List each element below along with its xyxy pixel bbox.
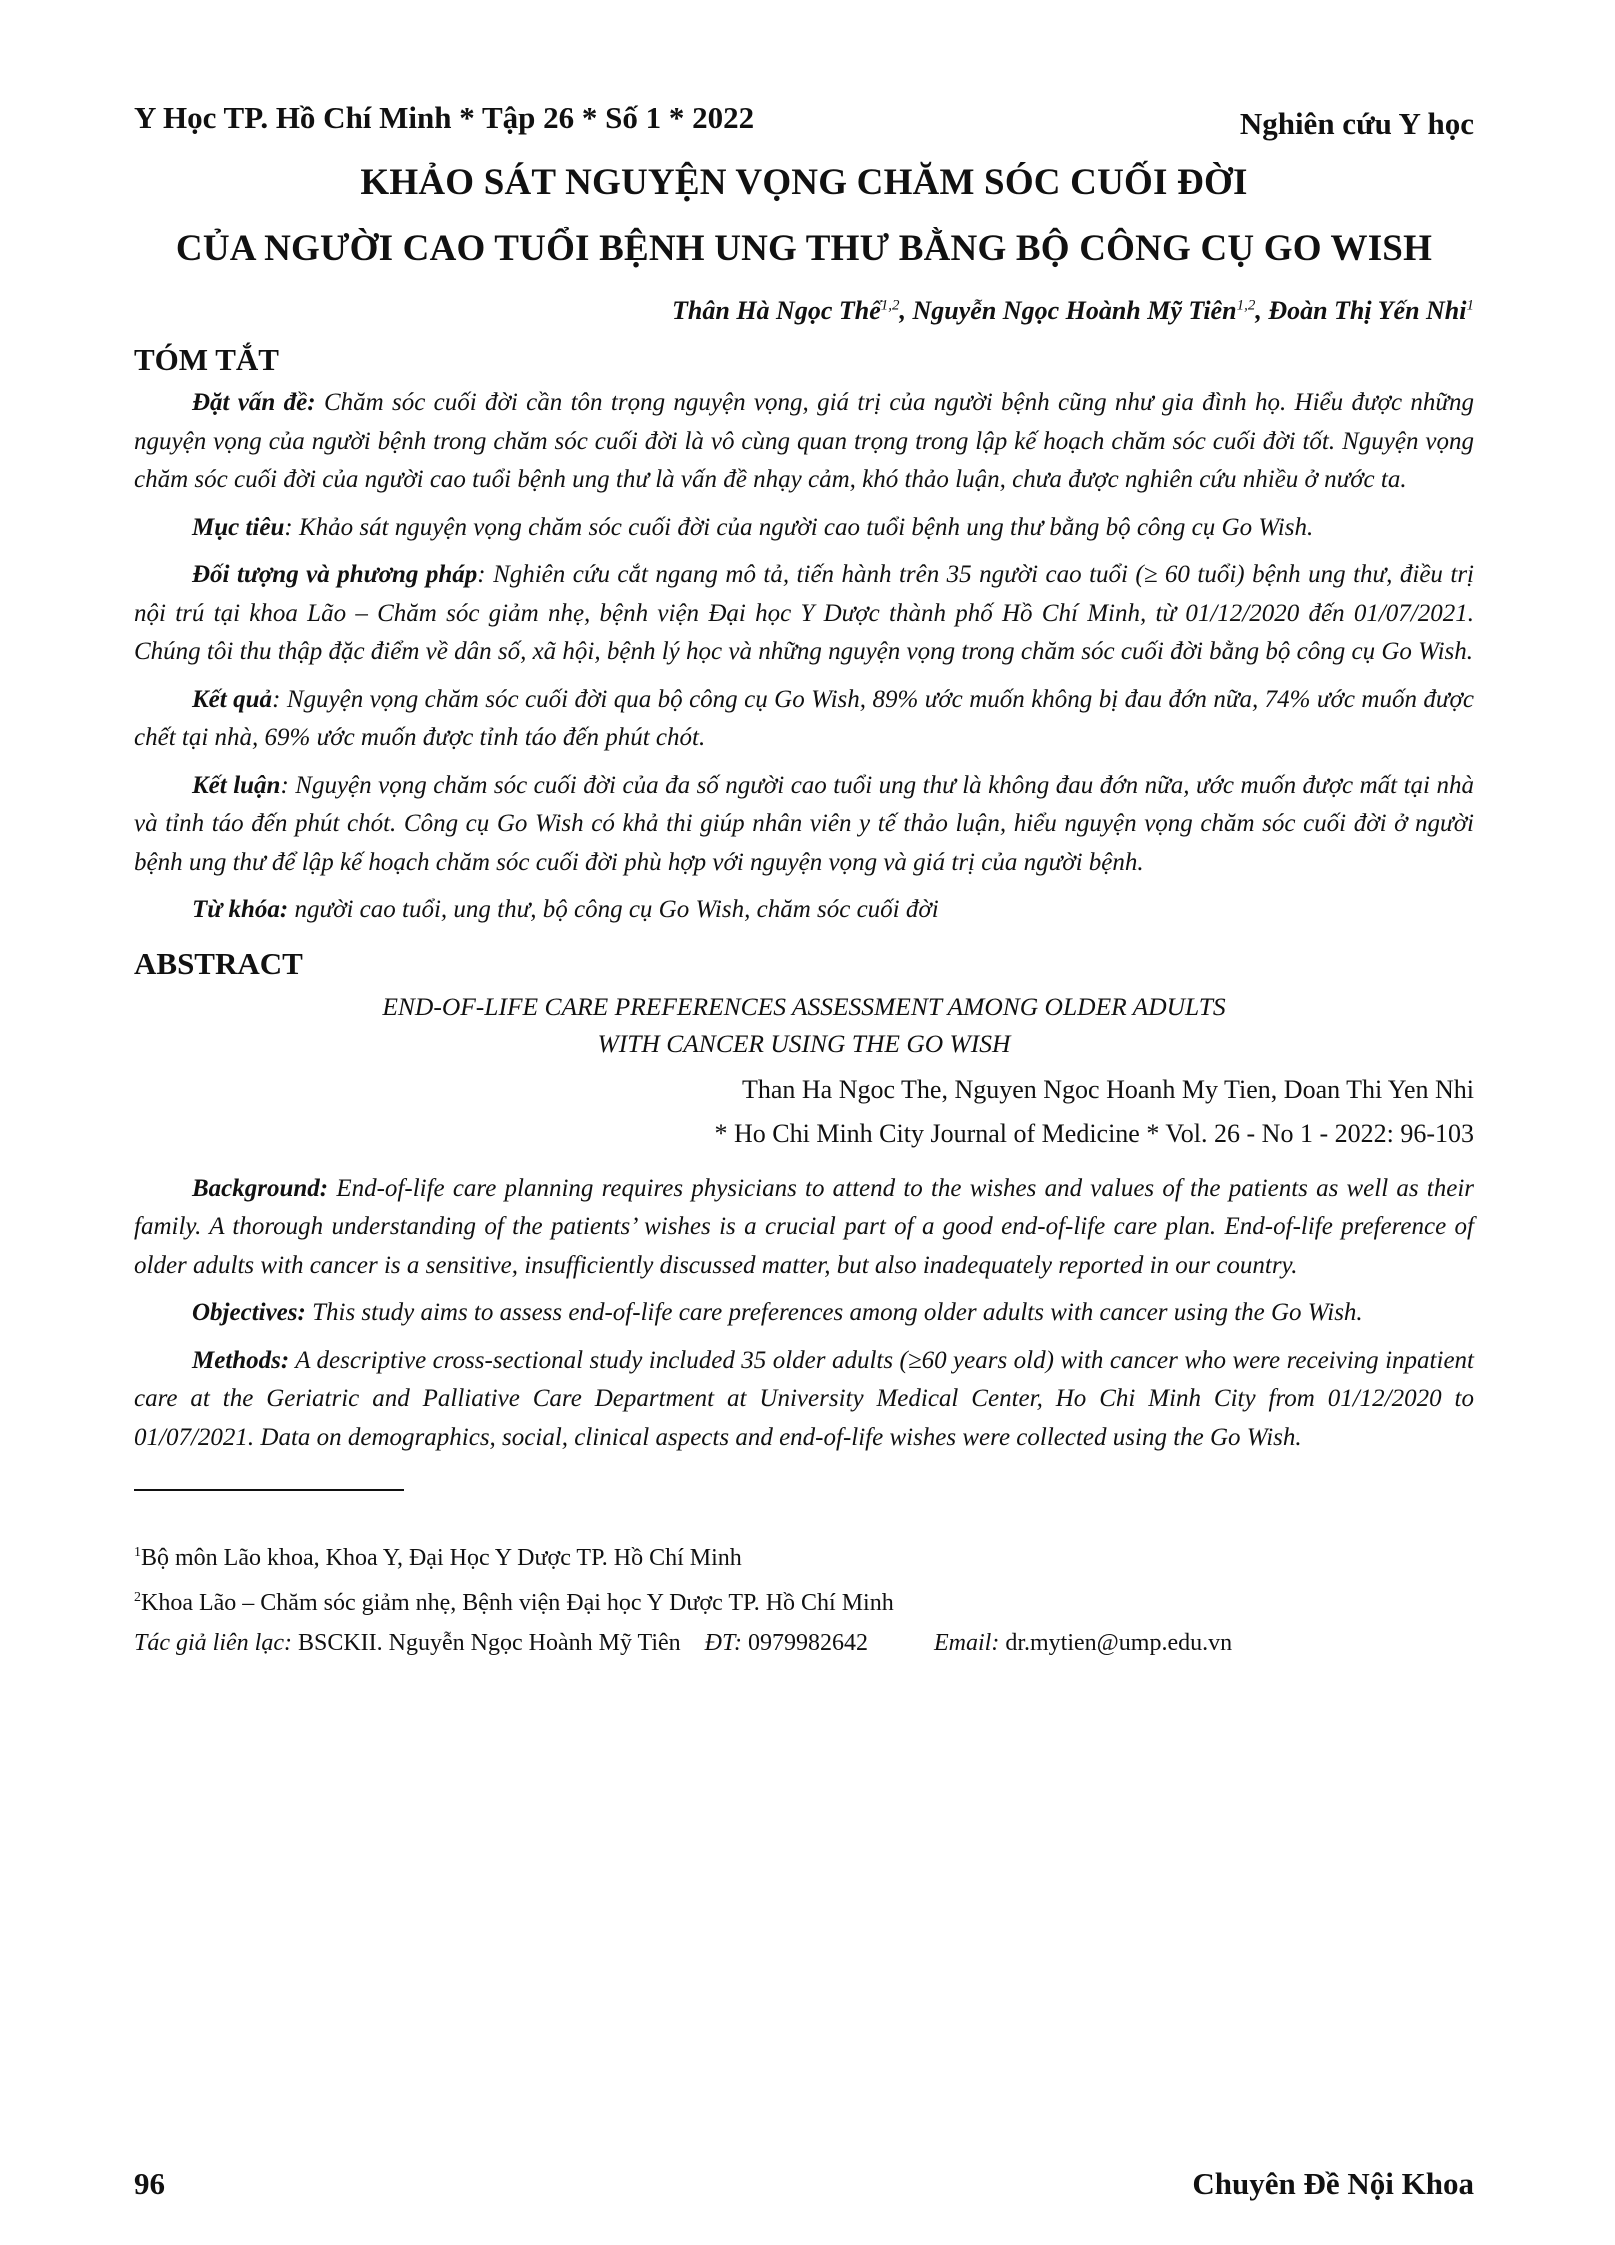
- summary-background-text: Chăm sóc cuối đời cần tôn trọng nguyện vọng, giá trị của người bệnh cũng như gia đình họ. Hiểu được những nguyện vọng của người bệnh trong chăm sóc cuối đời là vô cùng quan trọng trong lập kế hoạch chăm sóc cuối đời tốt. Nguyện vọng chăm sóc cuối đời của người cao tuổi bệnh ung thư là vấn đề nhạy cảm, khó thảo luận, chưa được nghiên cứu nhiều ở nước ta.: [134, 389, 1475, 493]
- running-header: [134, 100, 1474, 150]
- abstract-background-text: End-of-life care planning requires physicians to attend to the wishes and values of the patients as well as their family. A thorough understanding of the patients’ wishes is a crucial part of a good end-of-life care plan. End-of-life preference of older adults with cancer is a sensitive, insufficiently discussed matter, but also inadequately reported in our country.: [134, 1174, 1474, 1279]
- summary-heading: TÓM TẮT: [134, 342, 279, 377]
- corresponding-author: [134, 1623, 1474, 1663]
- abstract-methods-label: Methods:: [192, 1346, 290, 1374]
- author-2-affiliation: 1,2: [1236, 297, 1256, 314]
- abstract-methods-text: A descriptive cross-sectional study included 35 older adults (≥60 years old) with cancer who were receiving inpatient care at the Geriatric and Palliative Care Department at University Medical Center, Ho Chi Minh City from 01/12/2020 to 01/07/2021. Data on demographics, social, clinical aspects and end-of-life wishes were collected using the Go Wish.: [134, 1346, 1474, 1451]
- author-1-affiliation: 1,2: [880, 297, 900, 314]
- summary-objective: [134, 509, 1474, 548]
- abstract-objectives-text: This study aims to assess end-of-life care preferences among older adults with cancer using the Go Wish.: [305, 1299, 1363, 1326]
- abstract-authors: Than Ha Ngoc The, Nguyen Ngoc Hoanh My Tien, Doan Thi Yen Nhi: [741, 1074, 1474, 1104]
- footnote-1-mark: 1: [134, 1545, 141, 1560]
- summary-conclusion-text: : Nguyện vọng chăm sóc cuối đời của đa số người cao tuổi ung thư là không đau đớn nữa, ước muốn được mất tại nhà và tỉnh táo đến phút chót. Công cụ Go Wish có khả thi giúp nhân viên y tế thảo luận, hiểu nguyện vọng chăm sóc cuối đời ở người bệnh ung thư để lập kế hoạch chăm sóc cuối đời phù hợp với nguyện vọng và giá trị của người bệnh.: [134, 771, 1474, 876]
- abstract-methods: [134, 1342, 1474, 1458]
- summary-results: [134, 681, 1474, 758]
- abstract-title-line-2: WITH CANCER USING THE GO WISH: [597, 1028, 1011, 1058]
- summary-objective-label: Mục tiêu: [192, 513, 285, 541]
- author-3-affiliation: 1: [1466, 297, 1474, 314]
- abstract-citation: * Ho Chi Minh City Journal of Medicine * Vol. 26 - No 1 - 2022: 96-103: [714, 1118, 1474, 1148]
- author-2: Nguyễn Ngọc Hoành Mỹ Tiên: [912, 296, 1237, 325]
- author-separator: ,: [899, 296, 913, 325]
- footnote-2: [134, 1578, 1474, 1623]
- footnote-2-mark: 2: [134, 1590, 141, 1605]
- footnote-1: [134, 1533, 1474, 1578]
- author-1: Thân Hà Ngọc Thể: [672, 296, 881, 325]
- contact-name: BSCKII. Nguyễn Ngọc Hoành Mỹ Tiên: [291, 1630, 681, 1656]
- abstract-title-line-1: END-OF-LIFE CARE PREFERENCES ASSESSMENT AMONG OLDER ADULTS: [382, 991, 1226, 1021]
- abstract-title: [134, 988, 1474, 1062]
- article-title: [134, 150, 1474, 282]
- abstract-objectives: [134, 1294, 1474, 1333]
- summary-keywords-text: người cao tuổi, ung thư, bộ công cụ Go Wish, chăm sóc cuối đời: [288, 896, 939, 923]
- summary-methods-text: : Nghiên cứu cắt ngang mô tả, tiến hành trên 35 người cao tuổi (≥ 60 tuổi) bệnh ung thư, điều trị nội trú tại khoa Lão – Chăm sóc giảm nhẹ, bệnh viện Đại học Y Dược thành phố Hồ Chí Minh, từ 01/12/2020 đến 01/07/2021. Chúng tôi thu thập đặc điểm về dân số, xã hội, bệnh lý học và những nguyện vọng trong chăm sóc cuối đời bằng bộ công cụ Go Wish.: [134, 561, 1474, 665]
- author-list: [134, 296, 1474, 326]
- title-line-2: CỦA NGƯỜI CAO TUỔI BỆNH UNG THƯ BẰNG BỘ CÔNG CỤ GO WISH: [175, 228, 1433, 269]
- summary-keywords: [134, 891, 1474, 930]
- email-address[interactable]: dr.mytien@ump.edu.vn: [999, 1630, 1233, 1656]
- summary-background-label: Đặt vấn đề:: [192, 389, 316, 416]
- special-issue-label: Chuyên Đề Nội Khoa: [1192, 2166, 1474, 2201]
- abstract-objectives-label: Objectives:: [192, 1299, 306, 1326]
- summary-methods: [134, 556, 1474, 672]
- paper-page: [134, 100, 1474, 1663]
- phone-number: 0979982642: [742, 1630, 869, 1656]
- abstract-background: [134, 1170, 1474, 1286]
- author-separator: ,: [1255, 296, 1269, 325]
- footnote-divider: [134, 1489, 404, 1491]
- phone-label: ĐT:: [704, 1630, 743, 1656]
- summary-methods-label: Đối tượng và phương pháp: [192, 561, 478, 588]
- title-line-1: KHẢO SÁT NGUYỆN VỌNG CHĂM SÓC CUỐI ĐỜI: [360, 162, 1248, 203]
- abstract-heading: ABSTRACT: [134, 945, 303, 981]
- journal-header: Y Học TP. Hồ Chí Minh * Tập 26 * Số 1 * 2022: [134, 100, 755, 135]
- summary-results-text: : Nguyện vọng chăm sóc cuối đời qua bộ công cụ Go Wish, 89% ước muốn không bị đau đớn nữa, 74% ước muốn được chết tại nhà, 69% ước muốn được tỉnh táo đến phút chót.: [134, 685, 1474, 751]
- email-label: Email:: [934, 1630, 1000, 1656]
- summary-objective-text: : Khảo sát nguyện vọng chăm sóc cuối đời của người cao tuổi bệnh ung thư bằng bộ công cụ Go Wish.: [284, 513, 1314, 541]
- section-header: Nghiên cứu Y học: [1239, 106, 1474, 141]
- contact-label: Tác giả liên lạc:: [134, 1630, 292, 1656]
- summary-keywords-label: Từ khóa:: [192, 896, 289, 923]
- summary-conclusion: [134, 767, 1474, 883]
- abstract-background-label: Background:: [192, 1174, 329, 1202]
- page-number: 96: [134, 2166, 165, 2201]
- summary-results-label: Kết quả: [192, 685, 273, 713]
- footnote-1-text: Bộ môn Lão khoa, Khoa Y, Đại Học Y Dược TP. Hồ Chí Minh: [141, 1545, 742, 1571]
- footnotes: [134, 1533, 1474, 1663]
- summary-conclusion-label: Kết luận: [192, 771, 281, 799]
- author-3: Đoàn Thị Yến Nhi: [1268, 296, 1467, 325]
- summary-background: [134, 384, 1474, 500]
- footnote-2-text: Khoa Lão – Chăm sóc giảm nhẹ, Bệnh viện Đại học Y Dược TP. Hồ Chí Minh: [141, 1590, 894, 1616]
